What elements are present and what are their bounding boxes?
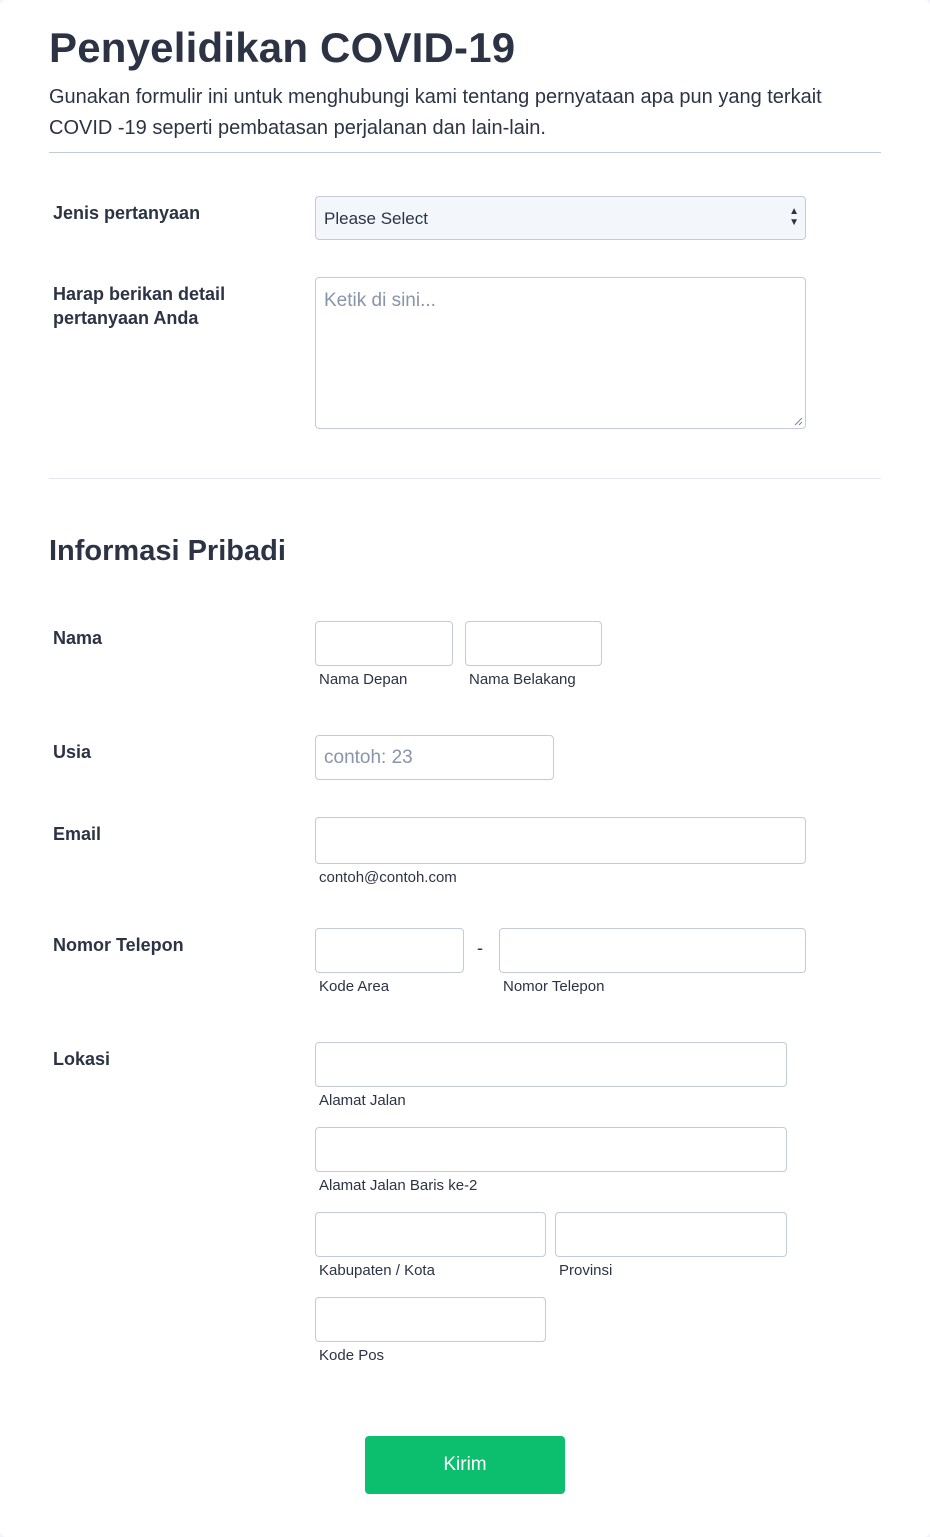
first-name-sublabel: Nama Depan — [319, 671, 408, 688]
email-sublabel: contoh@contoh.com — [319, 869, 457, 886]
email-label: Email — [53, 824, 102, 844]
resize-handle-icon[interactable] — [793, 416, 803, 426]
header-divider — [49, 152, 881, 153]
personal-section-title: Informasi Pribadi — [49, 535, 286, 567]
street-address-input[interactable] — [315, 1042, 787, 1087]
age-input[interactable] — [315, 735, 554, 780]
last-name-sublabel: Nama Belakang — [469, 671, 576, 688]
postal-code-sublabel: Kode Pos — [319, 1347, 385, 1364]
age-label: Usia — [53, 742, 92, 762]
location-label: Lokasi — [53, 1049, 111, 1069]
area-code-input[interactable] — [315, 928, 464, 973]
street-address-2-sublabel: Alamat Jalan Baris ke-2 — [319, 1177, 478, 1194]
section-divider — [49, 478, 881, 479]
form-title: Penyelidikan COVID-19 — [49, 24, 516, 71]
phone-separator: - — [477, 938, 483, 958]
first-name-input[interactable] — [315, 621, 453, 666]
last-name-input[interactable] — [465, 621, 602, 666]
inquiry-detail-textarea[interactable] — [315, 277, 806, 429]
street-address-sublabel: Alamat Jalan — [319, 1092, 406, 1109]
province-sublabel: Provinsi — [559, 1262, 613, 1279]
phone-number-sublabel: Nomor Telepon — [503, 978, 605, 995]
phone-label: Nomor Telepon — [53, 935, 184, 955]
street-address-2-input[interactable] — [315, 1127, 787, 1172]
form-subtitle: Gunakan formulir ini untuk menghubungi kami tentang pernyataan apa pun yang terkait COVID -19 seperti pembatasan perjalanan dan lain-lain. — [49, 86, 822, 139]
inquiry-type-label: Jenis pertanyaan — [53, 203, 201, 223]
select-arrows-icon: ▲ ▼ — [789, 206, 799, 228]
city-sublabel: Kabupaten / Kota — [319, 1262, 435, 1279]
city-input[interactable] — [315, 1212, 546, 1257]
email-input[interactable] — [315, 817, 806, 864]
area-code-sublabel: Kode Area — [319, 978, 390, 995]
inquiry-detail-label: Harap berikan detail pertanyaan Anda — [53, 284, 226, 328]
submit-button[interactable]: Kirim — [365, 1436, 565, 1494]
postal-code-input[interactable] — [315, 1297, 546, 1342]
inquiry-type-selected-value: Please Select — [324, 209, 428, 228]
inquiry-type-select[interactable] — [315, 196, 806, 240]
name-label: Nama — [53, 628, 103, 648]
province-input[interactable] — [555, 1212, 787, 1257]
phone-number-input[interactable] — [499, 928, 806, 973]
